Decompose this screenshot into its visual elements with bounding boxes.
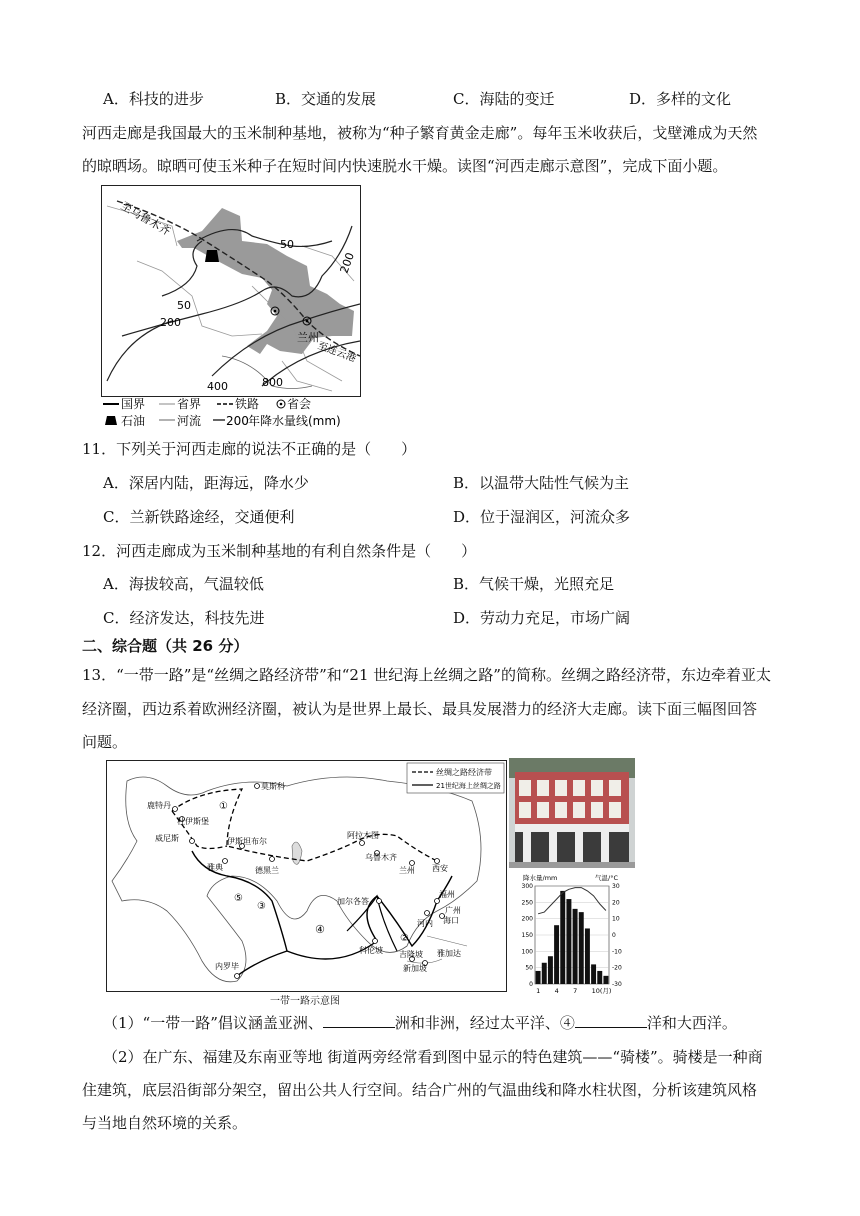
city-label: 杜伊斯堡 [177,817,209,826]
city-label: 威尼斯 [155,834,179,843]
contour-label: 800 [262,376,283,389]
label-to-other: 至连云港 [315,340,358,365]
land-route [172,789,437,861]
precipitation-bar [591,964,596,984]
q13-sub2-line-1: （2）在广东、福建及东南亚等地 街道两旁经常看到图中显示的特色建筑——“骑楼”。骑楼是一种商 [103,1048,763,1066]
option-text: C．兰新铁路途经，交通便利 [103,508,295,526]
q11-option-b[interactable] [453,472,629,493]
precipitation-bar [597,971,602,984]
hexi-intro-line-1: 河西走廊是我国最大的玉米制种基地，被称为“种子繁育黄金走廊”。每年玉米收获后，戈壁滩成为天然 [82,124,758,142]
city-label: 雅加达 [437,949,461,958]
right-tick-label: -20 [612,964,622,972]
q12-option-c[interactable] [103,607,264,628]
option-text: A．海拔较高，气温较低 [103,575,264,593]
city-label: 莫斯科 [261,782,285,791]
hexi-intro-line-2: 的晾晒场。晾晒可使玉米种子在短时间内快速脱水干燥。读图“河西走廊示意图”，完成下面小题。 [82,157,728,175]
city-label: 内罗毕 [215,962,239,971]
option-text: A．科技的进步 [103,90,204,108]
q13-line-3: 问题。 [82,733,128,751]
marker-4: ④ [315,923,325,936]
hexi-corridor-map [101,185,361,397]
right-tick-label: -10 [612,948,622,956]
sub1-text-c: 洋和大西洋。 [646,1014,737,1032]
q10-option-a[interactable] [103,88,204,109]
left-tick-label: 150 [521,932,533,939]
left-tick-label: 300 [521,883,533,890]
q12-option-a[interactable] [103,573,264,594]
section-title: 二、综合题（共 26 分） [82,637,249,655]
city-label: 新加坡 [403,964,427,973]
belt-road-map [106,760,507,992]
q11-option-c[interactable] [103,506,294,527]
city-label: 西安 [432,864,448,873]
left-tick-label: 250 [521,899,533,907]
right-tick-label: -30 [612,981,622,988]
marker-1: ① [219,801,228,812]
legend-border: 国界 [121,397,146,411]
marker-2: ② [400,933,409,944]
city-label: 德黑兰 [255,866,279,875]
option-text: C．海陆的变迁 [453,90,555,108]
x-tick-label: 10(月) [591,987,612,995]
option-text: C．经济发达，科技先进 [103,609,265,627]
x-tick-label: 4 [554,987,559,995]
city-label: 伊斯坦布尔 [227,837,267,846]
q12-option-b[interactable] [453,573,614,594]
option-text: B．以温带大陆性气候为主 [453,474,630,492]
city-label: 兰州 [399,866,415,875]
belt-road-svg [107,761,506,991]
q13-sub1 [103,1012,737,1033]
precipitation-bar [560,891,565,984]
q11-option-a[interactable] [103,472,309,493]
legend-land-route: 丝绸之路经济带 [436,768,492,777]
legend-sea-route: 21世纪海上丝绸之路 [436,782,501,790]
city-label: 福州 [439,890,455,899]
q10-option-d[interactable] [629,88,731,109]
right-tick-label: 20 [612,899,620,907]
right-tick-label: 10 [612,915,620,923]
q10-option-b[interactable] [275,88,376,109]
q12-option-d[interactable] [453,607,630,628]
label-urumqi: 至乌鲁木齐 [118,199,173,239]
contour-label: 50 [177,299,191,312]
city-label: 加尔各答 [337,897,369,906]
precipitation-bar [603,976,608,984]
contour-label: 200 [337,250,358,276]
left-tick-label: 100 [521,948,533,956]
precipitation-bar [573,909,578,984]
label-lanzhou: 兰州 [297,331,319,344]
temperature-curve [538,888,606,914]
contour-label: 50 [280,238,294,251]
legend-capital: 省会 [287,397,312,411]
legend-svg [101,396,371,430]
hexi-map-svg [102,186,360,396]
legend-province: 省界 [177,397,202,411]
option-text: B．气候干燥，光照充足 [453,575,615,593]
left-tick-label: 200 [521,915,533,923]
city-label: 海口 [443,916,459,925]
option-text: D．多样的文化 [629,90,732,108]
q11-option-d[interactable] [453,506,630,527]
arcade-building-photo [509,758,635,868]
legend-railway: 铁路 [235,397,260,411]
city-label: 乌鲁木齐 [365,853,397,862]
option-text: D．劳动力充足，市场广阔 [453,609,631,627]
city-label: 吉隆坡 [399,950,423,959]
sub1-text-b: 洲和非洲，经过太平洋、④ [394,1014,575,1032]
answer-blank-1[interactable] [323,1013,395,1028]
climate-chart-svg [509,872,637,996]
contour-label: 200 [160,316,181,329]
climate-chart [509,872,637,996]
x-tick-label: 1 [536,987,541,995]
contour-label: 400 [207,380,228,393]
right-tick-label: 30 [612,883,620,890]
city-label: 雅典 [207,863,223,872]
answer-blank-2[interactable] [575,1013,647,1028]
precipitation-bar [566,899,571,984]
left-axis-label: 降水量/mm [523,874,558,882]
hexi-map-legend [101,396,371,430]
q10-option-c[interactable] [453,88,554,109]
q13-sub2-line-3: 与当地自然环境的关系。 [82,1114,248,1132]
legend-isoline: 年降水量线(mm) [248,414,341,428]
option-text: B．交通的发展 [275,90,377,108]
q13-sub2-line-2: 住建筑，底层沿街部分架空，留出公共人行空间。结合广州的气温曲线和降水柱状图，分析该建筑风格 [82,1081,758,1099]
right-tick-label: 0 [612,932,616,939]
q13-line-2: 经济圈，西边系着欧洲经济圈，被认为是世界上最长、最具发展潜力的经济大走廊。读下面三幅图回答 [82,700,758,718]
city-label: 广州 [445,906,461,915]
belt-road-map-caption: 一带一路示意图 [270,996,340,1007]
sub1-text-a: （1）“一带一路”倡议涵盖亚洲、 [103,1014,323,1032]
marker-5: ⑤ [234,893,243,904]
legend-oil: 石油 [121,414,146,428]
marker-3: ③ [257,901,266,912]
precipitation-bar [548,956,553,984]
q12-stem: 12．河西走廊成为玉米制种基地的有利自然条件是（ ） [82,542,477,560]
left-tick-label: 0 [529,981,533,988]
q11-stem: 11．下列关于河西走廊的说法不正确的是（ ） [82,440,417,458]
city-label: 河内 [417,919,433,928]
precipitation-bar [585,928,590,984]
legend-isoline-value: 200 [226,414,249,428]
precipitation-bar [579,912,584,984]
precipitation-bar [536,971,541,984]
city-label: 科伦坡 [359,946,383,955]
city-label: 阿拉木图 [347,831,379,840]
corridor-region [177,208,354,354]
arcade-building-svg [509,758,635,868]
option-text: D．位于湿润区，河流众多 [453,508,631,526]
precipitation-bar [542,963,547,984]
x-tick-label: 7 [573,987,578,995]
city-label: 鹿特丹 [147,801,171,810]
option-text: A．深居内陆，距海远，降水少 [103,474,309,492]
oil-icon [205,250,219,262]
precipitation-bar [554,925,559,984]
q13-line-1: 13．“一带一路”是“丝绸之路经济带”和“21 世纪海上丝绸之路”的简称。丝绸之路经济带，东边牵着亚太 [82,666,771,684]
left-tick-label: 50 [525,964,533,972]
legend-river: 河流 [177,414,202,428]
right-axis-label: 气温/°C [595,874,618,882]
